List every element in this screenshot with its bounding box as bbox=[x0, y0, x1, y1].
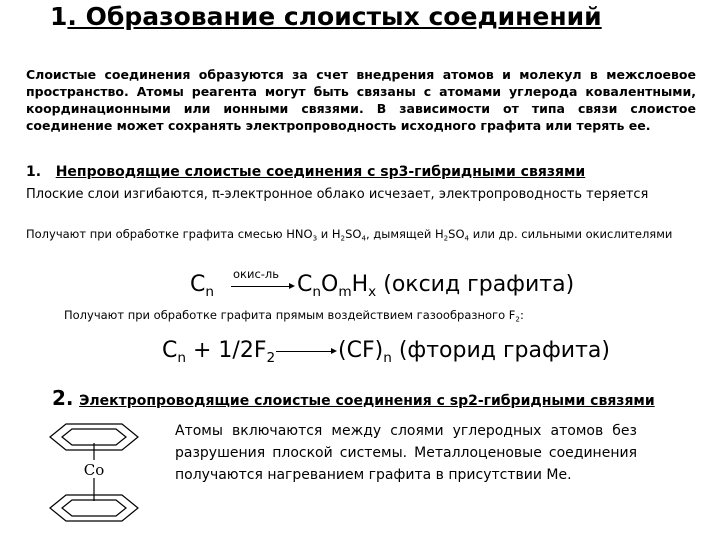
bottom-ring-inner bbox=[62, 500, 126, 516]
page-title bbox=[50, 2, 602, 31]
title-text: . Образование слоистых соединений bbox=[67, 2, 602, 31]
title-number: 1 bbox=[50, 2, 68, 31]
section2-heading bbox=[52, 386, 655, 410]
oxide-arrow-head bbox=[289, 283, 295, 289]
intro-paragraph: Слоистые соединения образуются за счет внедрения атомов и молекул в межслоевое пространство. Атомы реагента могут быть связаны с атомами углерода ковалентными, координационными или ионными связями. В зависимости от типа связи слоистое соединение может сохранять электропроводность исходного графита или терять ее. bbox=[26, 67, 696, 133]
fluoride-arrow-head bbox=[331, 348, 337, 354]
fluoride-arrow bbox=[276, 351, 331, 352]
oxide-reactant: $C_n$ bbox=[190, 272, 215, 300]
oxide-product: $C_nO_mH_x$ (оксид графита) bbox=[297, 272, 575, 300]
metallocene-structure bbox=[44, 412, 144, 534]
oxide-arrow-label: окис-ль bbox=[233, 267, 280, 281]
oxide-note: Получают при обработке графита смесью $HNO_3$ и $H_2SO_4$, дымящей $H_2SO_4$ или др. сильными окислителями bbox=[26, 227, 673, 243]
section2-description: Атомы включаются между слоями углеродных атомов без разрушения плоской системы. Металлоценовые соединения получаются нагреванием графита в присутствии Me. bbox=[175, 423, 637, 483]
section1-heading-text: Непроводящие слоистые соединения с sp3-гибридными связями bbox=[55, 164, 586, 180]
section2-heading-text: Электропроводящие слоистые соединения с sp2-гибридными связями bbox=[79, 393, 655, 409]
section1-description: Плоские слои изгибаются, π-электронное облако исчезает, электропроводность теряется bbox=[26, 187, 649, 202]
top-ring-inner bbox=[62, 429, 126, 445]
oxide-arrow bbox=[231, 286, 289, 287]
section2-number: 2. bbox=[52, 386, 74, 410]
fluoride-note: Получают при обработке графита прямым воздействием газообразного $F_2$: bbox=[64, 308, 524, 324]
section1-heading bbox=[26, 164, 585, 180]
section1-number: 1. bbox=[26, 164, 42, 180]
fluoride-product: $(CF)_n$ (фторид графита) bbox=[338, 338, 610, 366]
metal-label: Co bbox=[83, 461, 105, 479]
fluoride-reactant: $C_n + 1/2F_2$ bbox=[162, 338, 276, 366]
